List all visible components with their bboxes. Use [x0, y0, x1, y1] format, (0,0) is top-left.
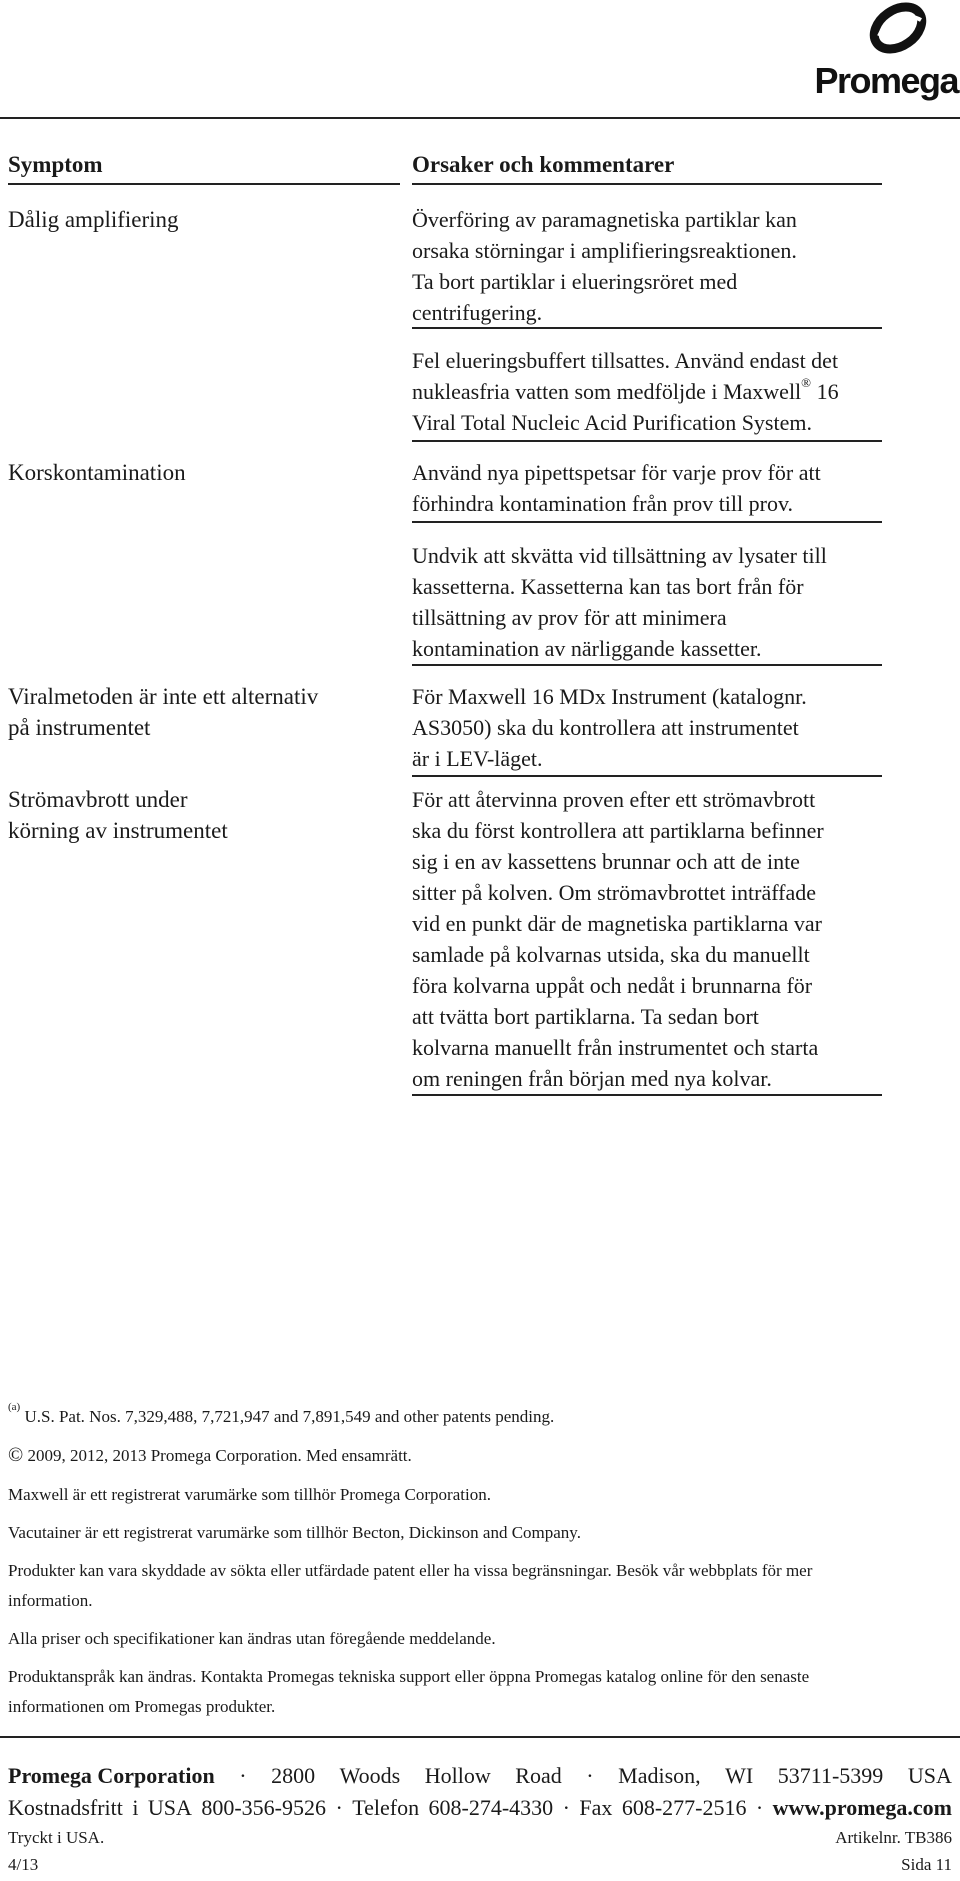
company-address-line: Promega Corporation · 2800 Woods Hollow Road · Madison, WI 53711-5399 USA [8, 1763, 952, 1788]
prices-note: Alla priser och specifikationer kan ändras utan föregående meddelande. [8, 1629, 496, 1648]
row-divider [412, 440, 882, 442]
cause-pipette-tips: Använd nya pipettspetsar för varje prov för att förhindra kontamination från prov till prov. [412, 460, 821, 516]
header-divider [0, 117, 960, 119]
maxwell-trademark-note: Maxwell är ett registrerat varumärke som tillhör Promega Corporation. [8, 1485, 491, 1504]
column-header-symptom: Symptom [8, 152, 103, 177]
cause-wrong-elution-buffer: Fel elueringsbuffert tillsattes. Använd endast det nukleasfria vatten som medföljde i Maxwell® 16 Viral Total Nucleic Acid Purification System. [412, 348, 839, 435]
footer-divider [0, 1736, 960, 1738]
cause-lev-mode: För Maxwell 16 MDx Instrument (katalognr. AS3050) ska du kontrollera att instrumentet är i LEV-läget. [412, 684, 807, 771]
cause-power-failure-recovery: För att återvinna proven efter ett strömavbrott ska du först kontrollera att partiklarna befinner sig i en av kassettens brunnar och att de inte sitter på kolven. Om strömavbrottet inträffade vid en punkt där de magnetiska partiklarna var samlade på kolvarnas utsida, ska du manuellt föra kolvarna uppåt och nedåt i brunnarna för att tvätta bort partiklarna. Ta sedan bort kolvarna manuellt från instrumentet och starta om reningen från början med nya kolvar. [412, 787, 824, 1091]
row-divider [412, 775, 882, 777]
copyright-note: © 2009, 2012, 2013 Promega Corporation. Med ensamrätt. [8, 1444, 412, 1466]
row-divider [412, 664, 882, 666]
header-rule-right [412, 183, 882, 185]
row-divider [412, 521, 882, 523]
products-patent-note: Produkter kan vara skyddade av sökta eller utfärdade patent eller ha vissa begränsningar. Besök vår webbplats för mer information. [8, 1561, 813, 1610]
website-link[interactable]: www.promega.com [772, 1795, 952, 1820]
symptom-viral-method-unavailable: Viralmetoden är inte ett alternativ på instrumentet [8, 684, 319, 740]
brand-wordmark: Promega [814, 60, 958, 101]
symptom-power-failure: Strömavbrott under körning av instrumentet [8, 787, 228, 843]
column-header-cause: Orsaker och kommentarer [412, 152, 675, 177]
vacutainer-trademark-note: Vacutainer är ett registrerat varumärke som tillhör Becton, Dickinson and Company. [8, 1523, 581, 1542]
row-divider [412, 327, 882, 329]
company-contact-line: Kostnadsfritt i USA 800-356-9526 · Telefon 608-274-4330 · Fax 608-277-2516 · www.promega.com [8, 1795, 952, 1820]
print-info-line: Tryckt i USA. Artikelnr. TB386 [8, 1828, 952, 1847]
cause-particle-carryover: Överföring av paramagnetiska partiklar kan orsaka störningar i amplifieringsreaktionen. Ta bort partiklar i elueringsröret med centrifugering. [412, 207, 797, 325]
patent-note: $^{(a)}$ U.S. Pat. Nos. 7,329,488, 7,721,947 and 7,891,549 and other patents pending. [8, 1401, 555, 1426]
symptom-cross-contamination: Korskontamination [8, 460, 186, 485]
table-end-rule [412, 1094, 882, 1096]
symptom-poor-amplification: Dålig amplifiering [8, 207, 179, 232]
cause-splashing: Undvik att skvätta vid tillsättning av lysater till kassetterna. Kassetterna kan tas bort från för tillsättning av prov för att minimera kontamination av närliggande kassetter. [412, 543, 827, 661]
language-note: Produktanspråk kan ändras. Kontakta Promegas tekniska support eller öppna Promegas katalog online för den senaste informationen om Promegas produkter. [8, 1667, 810, 1716]
header-rule-left [8, 183, 400, 185]
page-info-line: 4/13 Sida 11 [8, 1855, 952, 1874]
